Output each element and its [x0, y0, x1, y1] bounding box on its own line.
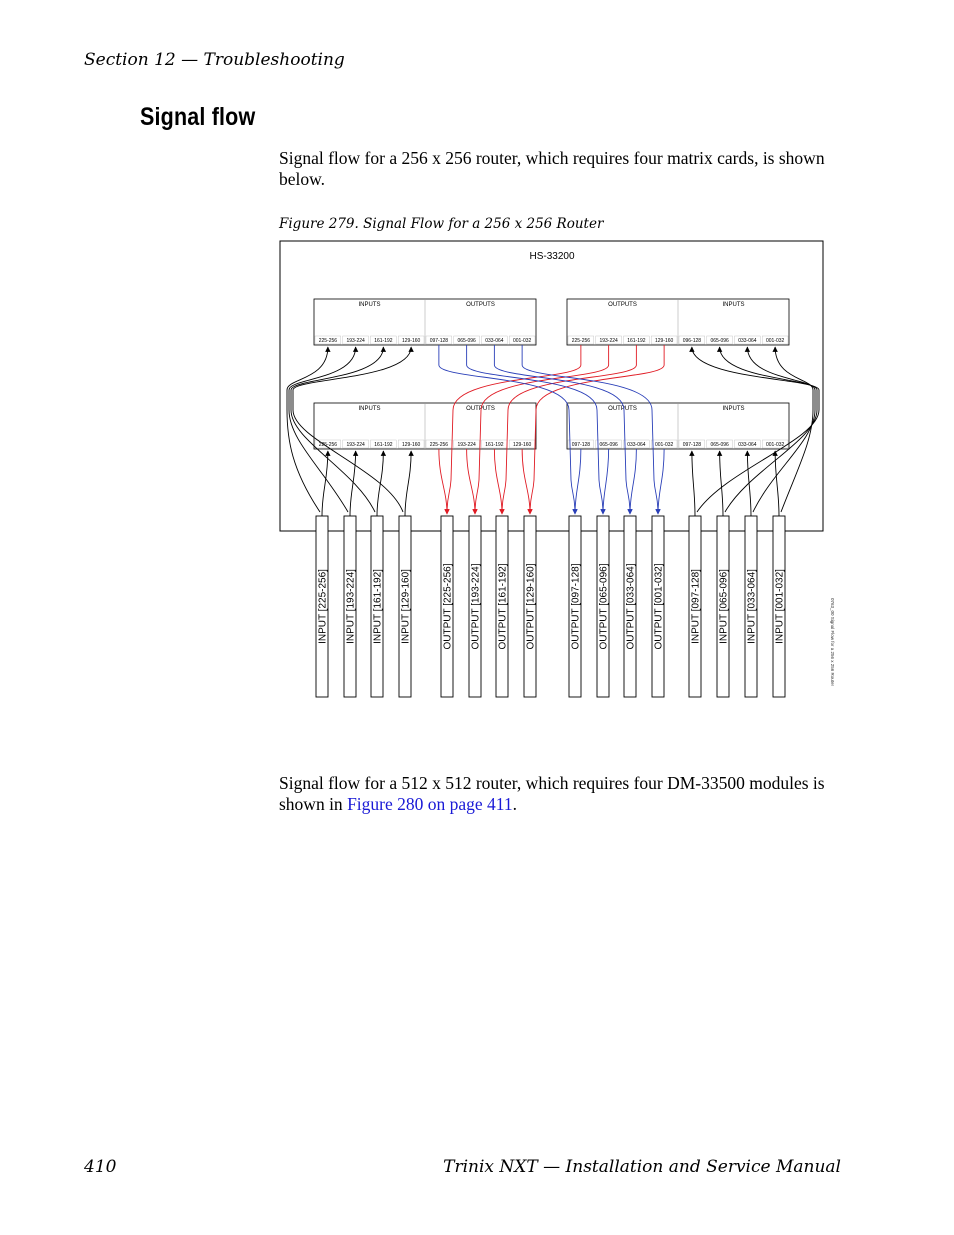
matrix-card-bottom-right: [567, 403, 789, 449]
chassis-frame: [280, 241, 823, 531]
card-port-label: 225-256: [429, 442, 449, 448]
card-port-label: 065-096: [710, 442, 729, 448]
card-port-label: 129-160: [401, 442, 421, 448]
connector-4: [441, 516, 454, 697]
connector-label: OUTPUT [193-224]: [470, 563, 482, 650]
connector-14: [745, 516, 758, 697]
connector-0: [316, 516, 329, 697]
card-top-right-right-label: INPUTS: [722, 302, 745, 308]
card-port-label: 161-192: [374, 442, 393, 448]
signal-flow-diagram: [279, 240, 835, 740]
outro-text: Signal flow for a 512 x 512 router, which requires four DM-33500 modules is shown in: [279, 773, 825, 814]
card-port-label: 001-032: [765, 338, 785, 344]
card-port-label: 065-096: [710, 338, 729, 344]
card-port-label: 193-224: [346, 442, 365, 448]
connector-5: [469, 516, 482, 697]
card-port-label: 033-064: [485, 338, 504, 344]
output-wire-blue: [658, 449, 664, 514]
connector-label: OUTPUT [225-256]: [442, 563, 454, 650]
connector-label: INPUT [129-160]: [400, 569, 412, 644]
input-wire: [775, 451, 779, 516]
input-wire: [692, 451, 695, 516]
card-port-label: 129-160: [401, 338, 421, 344]
card-port-label: 033-064: [738, 338, 757, 344]
connector-label: INPUT [225-256]: [317, 569, 329, 644]
connector-label: INPUT [097-128]: [690, 569, 702, 644]
connector-1: [344, 516, 357, 697]
card-port-label: 161-192: [485, 442, 504, 448]
output-wire-blue: [603, 449, 609, 514]
card-port-label: 065-096: [457, 338, 476, 344]
card-port-label: 001-032: [654, 442, 674, 448]
matrix-card-bottom-left: [314, 403, 536, 449]
output-wire-red: [494, 449, 502, 514]
card-port-label: 225-256: [571, 338, 591, 344]
connector-label: OUTPUT [001-032]: [653, 563, 665, 650]
card-port-label: 001-032: [765, 442, 785, 448]
connector-3: [399, 516, 412, 697]
connector-label: OUTPUT [097-128]: [570, 563, 582, 650]
outro-period: .: [512, 794, 518, 814]
figure-280-link[interactable]: Figure 280 on page 411: [347, 794, 513, 814]
card-port-label: 065-096: [599, 442, 618, 448]
connector-12: [689, 516, 702, 697]
card-port-label: 097-128: [429, 338, 449, 344]
connector-15: [773, 516, 786, 697]
card-port-label: 225-256: [318, 442, 338, 448]
output-wire-red: [467, 449, 475, 514]
output-wire-red: [522, 449, 530, 514]
page-title: Signal flow: [140, 103, 256, 131]
card-port-label: 096-128: [682, 338, 702, 344]
intro-paragraph: Signal flow for a 256 x 256 router, which requires four matrix cards, is shown below.: [279, 148, 825, 189]
card-bottom-left-left-label: INPUTS: [358, 406, 381, 412]
card-bottom-right-right-label: INPUTS: [722, 406, 745, 412]
connector-11: [652, 516, 665, 697]
connector-13: [717, 516, 730, 697]
drawing-id-label: 0763_00 Signal Flow for a 256 x 256 Router: [830, 598, 835, 687]
connector-label: INPUT [065-096]: [718, 569, 730, 644]
card-port-label: 033-064: [738, 442, 757, 448]
connector-10: [624, 516, 637, 697]
connector-7: [524, 516, 537, 697]
card-port-label: 001-032: [512, 338, 532, 344]
output-wire-blue: [630, 449, 636, 514]
card-port-label: 193-224: [599, 338, 618, 344]
connector-8: [569, 516, 582, 697]
card-port-label: 193-224: [346, 338, 365, 344]
connector-label: INPUT [033-064]: [746, 569, 758, 644]
input-wire: [322, 451, 328, 516]
connector-2: [371, 516, 384, 697]
output-wire-red: [439, 449, 447, 514]
section-header: Section 12 — Troubleshooting: [84, 50, 345, 70]
output-wire-blue: [575, 449, 581, 514]
card-port-label: 129-160: [654, 338, 674, 344]
input-wire: [405, 451, 411, 516]
figure-caption: Figure 279. Signal Flow for a 256 x 256 Router: [279, 216, 604, 232]
card-port-label: 161-192: [627, 338, 646, 344]
card-port-label: 033-064: [627, 442, 646, 448]
card-port-label: 193-224: [457, 442, 476, 448]
footer-manual-title: Trinix NXT — Installation and Service Manual: [443, 1157, 841, 1177]
card-port-label: 161-192: [374, 338, 393, 344]
card-port-label: 225-256: [318, 338, 338, 344]
connector-label: INPUT [001-032]: [774, 569, 786, 644]
card-top-right-left-label: OUTPUTS: [608, 302, 637, 308]
matrix-card-top-right: [567, 299, 789, 345]
connector-label: OUTPUT [033-064]: [625, 563, 637, 650]
card-bottom-right-left-label: OUTPUTS: [608, 406, 637, 412]
connector-label: OUTPUT [161-192]: [497, 563, 509, 650]
card-top-left-left-label: INPUTS: [358, 302, 381, 308]
connector-label: OUTPUT [065-096]: [598, 563, 610, 650]
card-port-label: 097-128: [682, 442, 702, 448]
card-port-label: 129-160: [512, 442, 532, 448]
matrix-card-top-left: [314, 299, 536, 345]
chassis-label: HS-33200: [529, 251, 575, 262]
connector-label: INPUT [161-192]: [372, 569, 384, 644]
footer-page-number: 410: [84, 1157, 117, 1177]
connector-9: [597, 516, 610, 697]
connector-6: [496, 516, 509, 697]
connector-label: INPUT [193-224]: [345, 569, 357, 644]
card-bottom-left-right-label: OUTPUTS: [466, 406, 495, 412]
input-wire: [720, 451, 723, 516]
outro-paragraph: [279, 773, 859, 815]
connector-label: OUTPUT [129-160]: [525, 563, 537, 650]
card-top-left-right-label: OUTPUTS: [466, 302, 495, 308]
card-port-label: 097-128: [571, 442, 591, 448]
